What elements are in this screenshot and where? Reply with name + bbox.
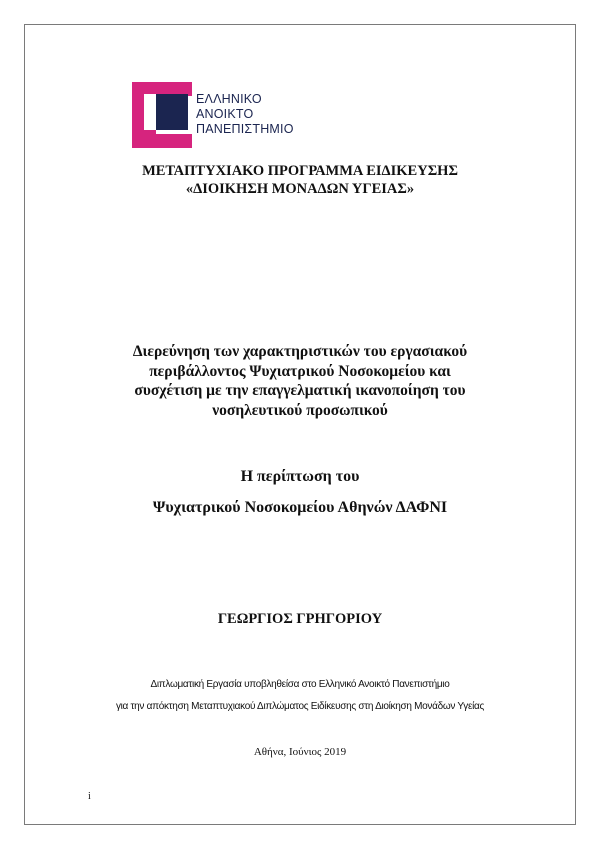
program-specialization: «ΔΙΟΙΚΗΣΗ ΜΟΝΑΔΩΝ ΥΓΕΙΑΣ» xyxy=(185,181,415,197)
logo-mark-icon xyxy=(132,82,192,148)
submission-line-1: Διπλωματική Εργασία υποβληθείσα στο Ελληνικό Ανοικτό Πανεπιστήμιο xyxy=(150,679,450,690)
logo-text-line-3: ΠΑΝΕΠΙΣΤΗΜΙΟ xyxy=(196,122,294,136)
thesis-title-line-3: συσχέτιση με την επαγγελματική ικανοποίηση του xyxy=(134,382,466,399)
case-label: Η περίπτωση του xyxy=(240,468,360,485)
program-name: ΜΕΤΑΠΤΥΧΙΑΚΟ ΠΡΟΓΡΑΜΜΑ ΕΙΔΙΚΕΥΣΗΣ xyxy=(142,163,458,179)
thesis-title-line-2: περιβάλλοντος Ψυχιατρικού Νοσοκομείου και xyxy=(149,362,451,380)
author-name: ΓΕΩΡΓΙΟΣ ΓΡΗΓΟΡΙΟΥ xyxy=(217,611,383,627)
case-place: Ψυχιατρικού Νοσοκομείου Αθηνών ΔΑΦΝΙ xyxy=(152,499,448,516)
logo-text xyxy=(196,92,294,137)
program-heading xyxy=(24,162,576,198)
thesis-title-line-1: Διερεύνηση των χαρακτηριστικών του εργασιακού xyxy=(132,343,468,360)
submission-statement xyxy=(24,674,576,718)
thesis-title xyxy=(24,342,576,420)
university-logo xyxy=(132,82,312,148)
submission-line-2: για την απόκτηση Μεταπτυχιακού Διπλώματος Ειδίκευσης στη Διοίκηση Μονάδων Υγείας xyxy=(115,701,485,712)
logo-text-line-2: ΑΝΟΙΚΤΟ xyxy=(196,107,254,121)
thesis-title-line-4: νοσηλευτικού προσωπικού xyxy=(212,401,388,419)
place-date: Αθήνα, Ιούνιος 2019 xyxy=(253,746,347,758)
page-number: i xyxy=(88,791,91,802)
logo-text-line-1: ΕΛΛΗΝΙΚΟ xyxy=(196,92,262,106)
